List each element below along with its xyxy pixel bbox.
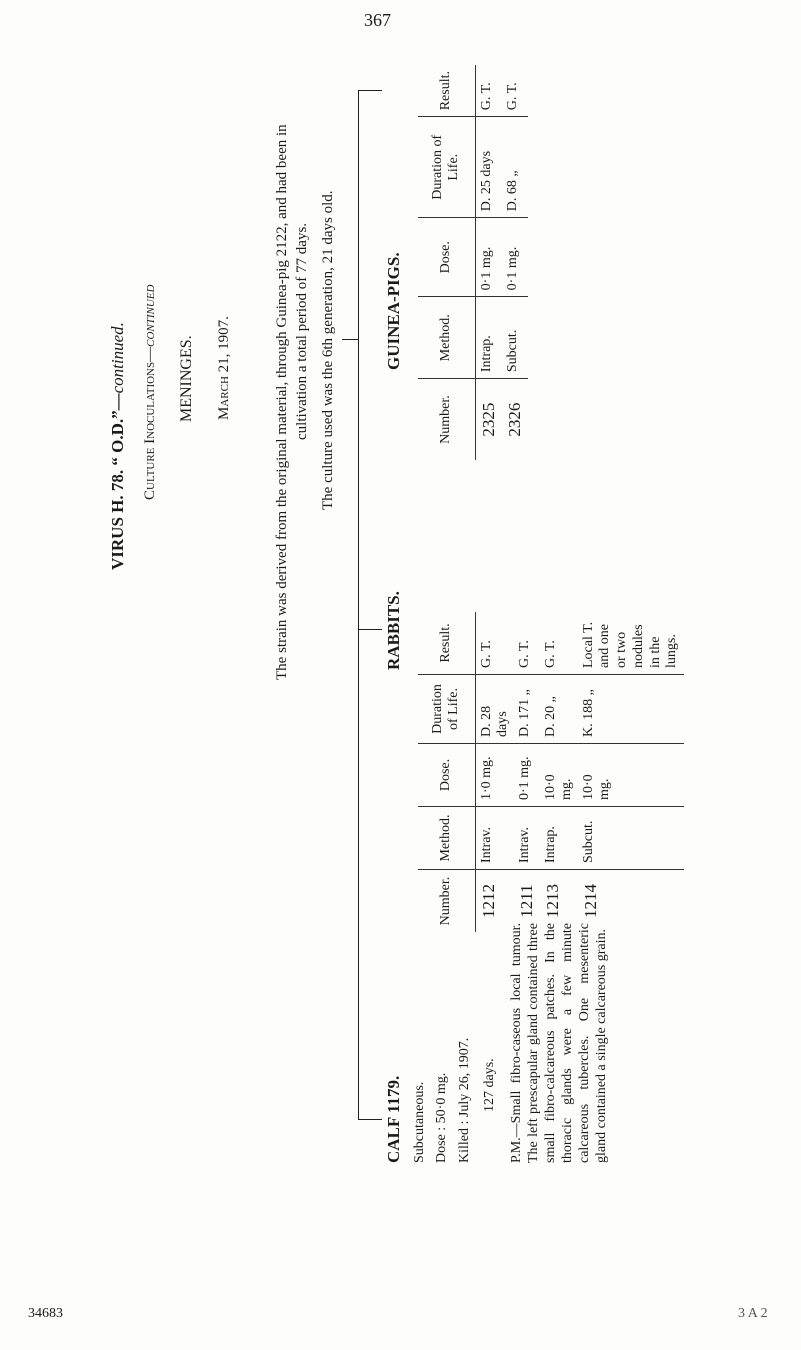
rabbit-result: G. T. — [514, 612, 540, 675]
rabbit-dose: 10·0 mg. — [578, 744, 685, 807]
guinea-pig-dose: 0·1 mg. — [502, 218, 528, 297]
table-row — [502, 65, 528, 460]
footer-print-number: 34683 — [28, 1306, 63, 1321]
rabbit-method: Intrap. — [540, 807, 578, 870]
rabbit-method: Subcut. — [578, 807, 685, 870]
rabbits-table — [418, 612, 684, 932]
rabbit-number: 1212 — [478, 884, 498, 918]
culture-heading: Culture Inoculations—continued — [142, 284, 158, 500]
rabbit-method: Intrav. — [475, 807, 514, 870]
intro-line-1: The strain was derived from the original material, through Guinea-pig 2122, and had been in — [274, 124, 290, 680]
footer-signature-mark: 3 A 2 — [738, 1306, 768, 1321]
rotated-table-page — [20, 71, 680, 1190]
rabbit-number: 1213 — [542, 884, 562, 918]
guinea-pig-method: Intrap. — [475, 297, 502, 379]
rabbit-dose: 1·0 mg. — [475, 744, 514, 807]
table-row — [540, 612, 578, 932]
guinea-pigs-col-method: Method. — [418, 297, 475, 379]
group-heading: MENINGES. — [178, 335, 195, 422]
rabbits-col-method: Method. — [418, 807, 475, 870]
table-row — [475, 612, 514, 932]
calf-method: Subcutaneous. — [412, 1081, 427, 1163]
rabbit-dose: 0·1 mg. — [514, 744, 540, 807]
calf-branch — [358, 1119, 382, 1120]
rabbit-result: Local T. and one or two nodules in the lungs. — [578, 612, 685, 675]
calf-killed: Killed : July 26, 1907. — [457, 1037, 472, 1163]
guinea-pigs-col-result: Result. — [418, 65, 475, 117]
guinea-pigs-title: GUINEA-PIGS. — [384, 252, 403, 370]
rabbits-col-duration: Duration of Life. — [418, 675, 475, 744]
table-row — [475, 65, 502, 460]
rabbit-duration: D. 171 „ — [514, 675, 540, 744]
guinea-pig-duration: D. 25 days — [475, 117, 502, 218]
intro-line-3: The culture used was the 6th generation, 21 days old. — [320, 190, 336, 510]
guinea-pigs-branch — [358, 90, 382, 91]
guinea-pig-method: Subcut. — [502, 297, 528, 379]
rabbit-duration: D. 20 „ — [540, 675, 578, 744]
table-row — [578, 612, 685, 932]
rabbit-result: G. T. — [475, 612, 514, 675]
calf-days: 127 days. — [482, 1058, 497, 1112]
rabbits-branch — [358, 629, 382, 630]
rabbit-number: 1214 — [580, 884, 600, 918]
intro-line-2: cultivation a total period of 77 days. — [294, 222, 310, 440]
rabbits-col-dose: Dose. — [418, 744, 475, 807]
guinea-pigs-table — [418, 65, 528, 460]
rabbit-result: G. T. — [540, 612, 578, 675]
tree-horizontal — [358, 90, 359, 1120]
virus-heading: VIRUS H. 78. “ O.D.”—continued. — [108, 322, 127, 570]
guinea-pig-result: G. T. — [475, 65, 502, 117]
table-row — [514, 612, 540, 932]
rabbits-col-result: Result. — [418, 612, 475, 675]
date-heading: March 21, 1907. — [216, 316, 232, 420]
rabbits-title: RABBITS. — [384, 591, 403, 670]
guinea-pig-result: G. T. — [502, 65, 528, 117]
guinea-pigs-col-dose: Dose. — [418, 218, 475, 297]
guinea-pigs-col-number: Number. — [418, 379, 475, 460]
page-number: 367 — [364, 10, 391, 30]
guinea-pig-number: 2325 — [478, 402, 498, 437]
rabbit-duration: D. 28 days — [475, 675, 514, 744]
rabbit-number: 1211 — [516, 884, 536, 918]
rabbit-dose: 10·0 mg. — [540, 744, 578, 807]
guinea-pig-number: 2326 — [504, 402, 524, 437]
rabbit-duration: K. 188 „ — [578, 675, 685, 744]
calf-title: CALF 1179. — [384, 1075, 403, 1163]
rabbits-col-number: Number. — [418, 870, 475, 933]
guinea-pigs-col-duration: Duration of Life. — [418, 117, 475, 218]
guinea-pig-dose: 0·1 mg. — [475, 218, 502, 297]
calf-post-mortem: P.M.—Small fibro-caseous local tumour. The left prescapular gland contained three small fibro-calcareous patches. In the thoracic glands were a few minute calcareous tubercles. One mesenteric gland contained a single calcareous grain. — [509, 923, 609, 1163]
guinea-pig-duration: D. 68 „ — [502, 117, 528, 218]
calf-dose: Dose : 50·0 mg. — [434, 1072, 449, 1163]
tree-stem — [342, 339, 358, 340]
rabbit-method: Intrav. — [514, 807, 540, 870]
